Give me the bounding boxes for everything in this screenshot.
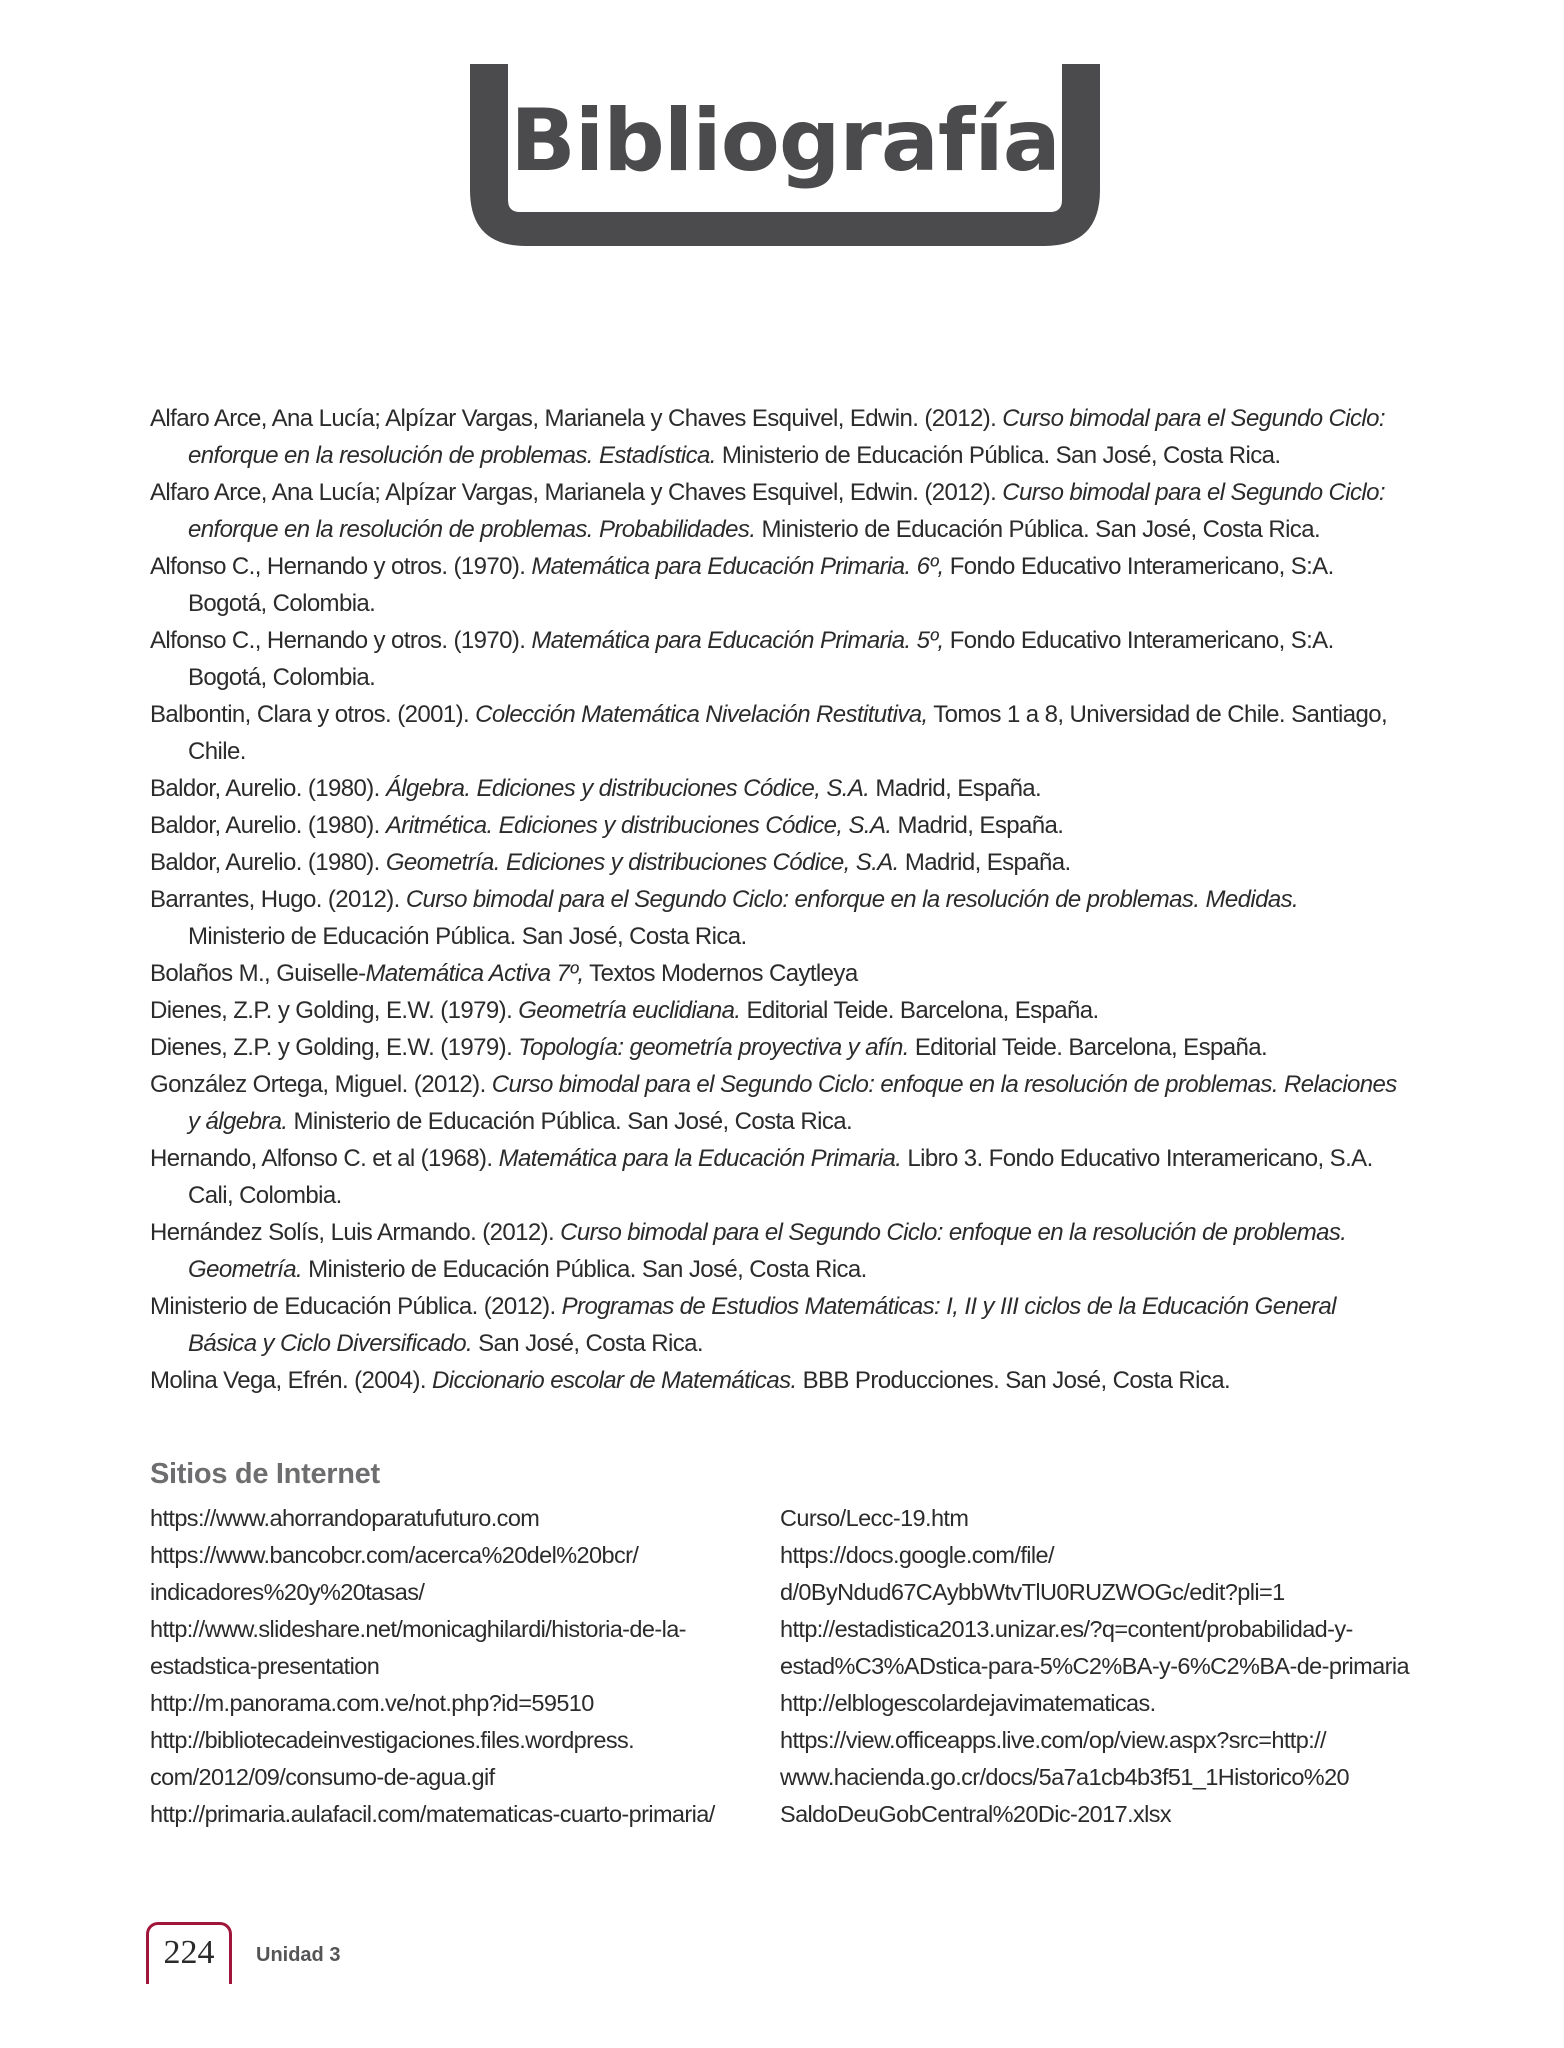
bibliography-entry — [150, 1214, 1400, 1288]
internet-link-line[interactable]: https://www.bancobcr.com/acerca%20del%20bcr/ — [150, 1542, 639, 1568]
page-title: Bibliografía — [510, 91, 1060, 191]
internet-link-line[interactable]: https://view.officeapps.live.com/op/view.aspx?src=http:// — [780, 1727, 1326, 1753]
internet-link-line[interactable]: http://bibliotecadeinvestigaciones.files.wordpress. — [150, 1727, 635, 1753]
bibliography-entry-author: Dienes, Z.P. y Golding, E.W. (1979). — [150, 1034, 519, 1061]
bibliography-entry-title: Matemática para Educación Primaria. 5º, — [531, 627, 944, 654]
bibliography-entry — [150, 474, 1400, 548]
bibliography-entry — [150, 400, 1400, 474]
bibliography-entry — [150, 1066, 1400, 1140]
bibliography-entry-author: Molina Vega, Efrén. (2004). — [150, 1367, 433, 1394]
bibliography-entry-title: Programas de Estudios Matemáticas: I, II y III ciclos de la Educación General Básica y Ciclo Diversificado. — [188, 1293, 1336, 1357]
bibliography-entry-publisher: San José, Costa Rica. — [472, 1330, 703, 1357]
bibliography-entry — [150, 1140, 1400, 1214]
unit-label: Unidad 3 — [256, 1944, 341, 1966]
bibliography-entry-author: Alfaro Arce, Ana Lucía; Alpízar Vargas, Marianela y Chaves Esquivel, Edwin. (2012). — [150, 405, 1003, 432]
bibliography-list — [150, 400, 1400, 1399]
bibliography-entry-title: Curso bimodal para el Segundo Ciclo: enforque en la resolución de problemas. Estadística. — [188, 405, 1385, 469]
bibliography-entry-title: Matemática Activa 7º, — [365, 960, 584, 987]
bibliography-entry-publisher: Ministerio de Educación Pública. San José, Costa Rica. — [755, 516, 1321, 543]
bibliography-entry-publisher: Madrid, España. — [898, 849, 1071, 876]
internet-link-line[interactable]: Curso/Lecc-19.htm — [780, 1505, 969, 1531]
bibliography-entry-author: Dienes, Z.P. y Golding, E.W. (1979). — [150, 997, 519, 1024]
bibliography-entry-author: Baldor, Aurelio. (1980). — [150, 775, 386, 802]
bibliography-entry-title: Geometría. Ediciones y distribuciones Códice, S.A. — [385, 849, 899, 876]
bibliography-entry-publisher: Ministerio de Educación Pública. San José, Costa Rica. — [302, 1256, 867, 1283]
internet-link-line[interactable]: http://estadistica2013.unizar.es/?q=content/probabilidad-y- — [780, 1616, 1353, 1642]
bibliography-entry — [150, 1029, 1400, 1066]
bibliography-entry — [150, 1362, 1400, 1399]
internet-link-line[interactable]: d/0ByNdud67CAybbWtvTlU0RUZWOGc/edit?pli=1 — [780, 1579, 1285, 1605]
internet-links-right-column — [780, 1500, 1409, 1833]
bibliography-entry-title: Aritmética. Ediciones y distribuciones Códice, S.A. — [385, 812, 892, 839]
bibliography-entry-author: Hernando, Alfonso C. et al (1968). — [150, 1145, 499, 1172]
internet-links-left-column — [150, 1500, 730, 1833]
bibliography-entry-publisher: Madrid, España. — [891, 812, 1064, 839]
bibliography-entry — [150, 807, 1400, 844]
bibliography-entry-publisher: Libro 3. Fondo Educativo Interamericano, S.A. Cali, Colombia. — [188, 1145, 1373, 1209]
bibliography-entry-author: Balbontin, Clara y otros. (2001). — [150, 701, 476, 728]
page-number: 224 — [163, 1934, 215, 1971]
bibliography-entry-author: Baldor, Aurelio. (1980). — [150, 849, 386, 876]
bibliography-entry — [150, 844, 1400, 881]
bibliography-entry-publisher: BBB Producciones. San José, Costa Rica. — [796, 1367, 1231, 1394]
bibliography-entry-publisher: Madrid, España. — [869, 775, 1042, 802]
bibliography-entry-author: Ministerio de Educación Pública. (2012). — [150, 1293, 562, 1320]
bibliography-entry-title: Colección Matemática Nivelación Restitutiva, — [475, 701, 928, 728]
bibliography-entry-title: Matemática para Educación Primaria. 6º, — [531, 553, 944, 580]
internet-link-line[interactable]: com/2012/09/consumo-de-agua.gif — [150, 1764, 495, 1790]
internet-link-line[interactable]: http://primaria.aulafacil.com/matematicas-cuarto-primaria/ — [150, 1801, 715, 1827]
internet-link-line[interactable]: www.hacienda.go.cr/docs/5a7a1cb4b3f51_1Historico%20 — [780, 1764, 1350, 1790]
bibliography-entry-publisher: Editorial Teide. Barcelona, España. — [740, 997, 1099, 1024]
bibliography-entry — [150, 881, 1400, 955]
bibliography-entry-publisher: Ministerio de Educación Pública. San José, Costa Rica. — [287, 1108, 853, 1135]
bibliography-entry — [150, 955, 1400, 992]
bibliography-entry-publisher: Editorial Teide. Barcelona, España. — [908, 1034, 1268, 1061]
bibliography-entry-publisher: Tomos 1 a 8, Universidad de Chile. Santiago, Chile. — [188, 701, 1388, 765]
internet-link-line[interactable]: estadstica-presentation — [150, 1653, 380, 1679]
bibliography-entry — [150, 992, 1400, 1029]
internet-sites-heading: Sitios de Internet — [150, 1458, 380, 1490]
internet-link-line[interactable]: estad%C3%ADstica-para-5%C2%BA-y-6%C2%BA-de-primaria — [780, 1653, 1409, 1679]
bibliography-entry-title: Diccionario escolar de Matemáticas. — [432, 1367, 797, 1394]
internet-link-line[interactable]: http://elblogescolardejavimatematicas. — [780, 1690, 1156, 1716]
bibliography-entry-title: Curso bimodal para el Segundo Ciclo: enforque en la resolución de problemas. Probabilidades. — [188, 479, 1385, 543]
bibliography-entry-publisher: Fondo Educativo Interamericano, S:A. Bogotá, Colombia. — [188, 627, 1334, 691]
bibliography-entry-title: Curso bimodal para el Segundo Ciclo: enfoque en la resolución de problemas. Relaciones y álgebra. — [188, 1071, 1397, 1135]
internet-link-line[interactable]: http://m.panorama.com.ve/not.php?id=59510 — [150, 1690, 594, 1716]
bibliography-entry-author: Baldor, Aurelio. (1980). — [150, 812, 386, 839]
bibliography-entry-author: Barrantes, Hugo. (2012). — [150, 886, 406, 913]
internet-link-line[interactable]: http://www.slideshare.net/monicaghilardi/historia-de-la- — [150, 1616, 686, 1642]
bibliography-entry-publisher: Ministerio de Educación Pública. San José, Costa Rica. — [188, 923, 747, 950]
internet-link-line[interactable]: https://docs.google.com/file/ — [780, 1542, 1054, 1568]
bibliography-entry-title: Curso bimodal para el Segundo Ciclo: enforque en la resolución de problemas. Medidas. — [405, 886, 1299, 913]
bibliography-entry-author: González Ortega, Miguel. (2012). — [150, 1071, 492, 1098]
bibliography-entry-author: Alfonso C., Hernando y otros. (1970). — [150, 627, 532, 654]
bibliography-entry — [150, 548, 1400, 622]
bibliography-entry-author: Bolaños M., Guiselle- — [150, 960, 366, 987]
internet-link-line[interactable]: https://www.ahorrandoparatufuturo.com — [150, 1505, 540, 1531]
bibliography-entry-publisher: Textos Modernos Caytleya — [583, 960, 858, 987]
bibliography-entry-author: Hernández Solís, Luis Armando. (2012). — [150, 1219, 561, 1246]
bibliography-entry — [150, 1288, 1400, 1362]
bibliography-entry-author: Alfonso C., Hernando y otros. (1970). — [150, 553, 532, 580]
bibliography-entry-title: Geometría euclidiana. — [518, 997, 741, 1024]
bibliography-entry — [150, 770, 1400, 807]
bibliography-entry — [150, 696, 1400, 770]
bibliography-entry-title: Curso bimodal para el Segundo Ciclo: enfoque en la resolución de problemas. Geometría. — [188, 1219, 1347, 1283]
bibliography-entry-author: Alfaro Arce, Ana Lucía; Alpízar Vargas, Marianela y Chaves Esquivel, Edwin. (2012). — [150, 479, 1003, 506]
bibliography-entry — [150, 622, 1400, 696]
bibliography-entry-title: Álgebra. Ediciones y distribuciones Códice, S.A. — [385, 775, 870, 802]
internet-link-line[interactable]: SaldoDeuGobCentral%20Dic-2017.xlsx — [780, 1801, 1172, 1827]
bibliography-entry-title: Topología: geometría proyectiva y afín. — [518, 1034, 909, 1061]
bibliography-entry-publisher: Fondo Educativo Interamericano, S:A. Bogotá, Colombia. — [188, 553, 1334, 617]
internet-link-line[interactable]: indicadores%20y%20tasas/ — [150, 1579, 425, 1605]
bibliography-entry-title: Matemática para la Educación Primaria. — [498, 1145, 902, 1172]
bibliography-entry-publisher: Ministerio de Educación Pública. San José, Costa Rica. — [715, 442, 1281, 469]
